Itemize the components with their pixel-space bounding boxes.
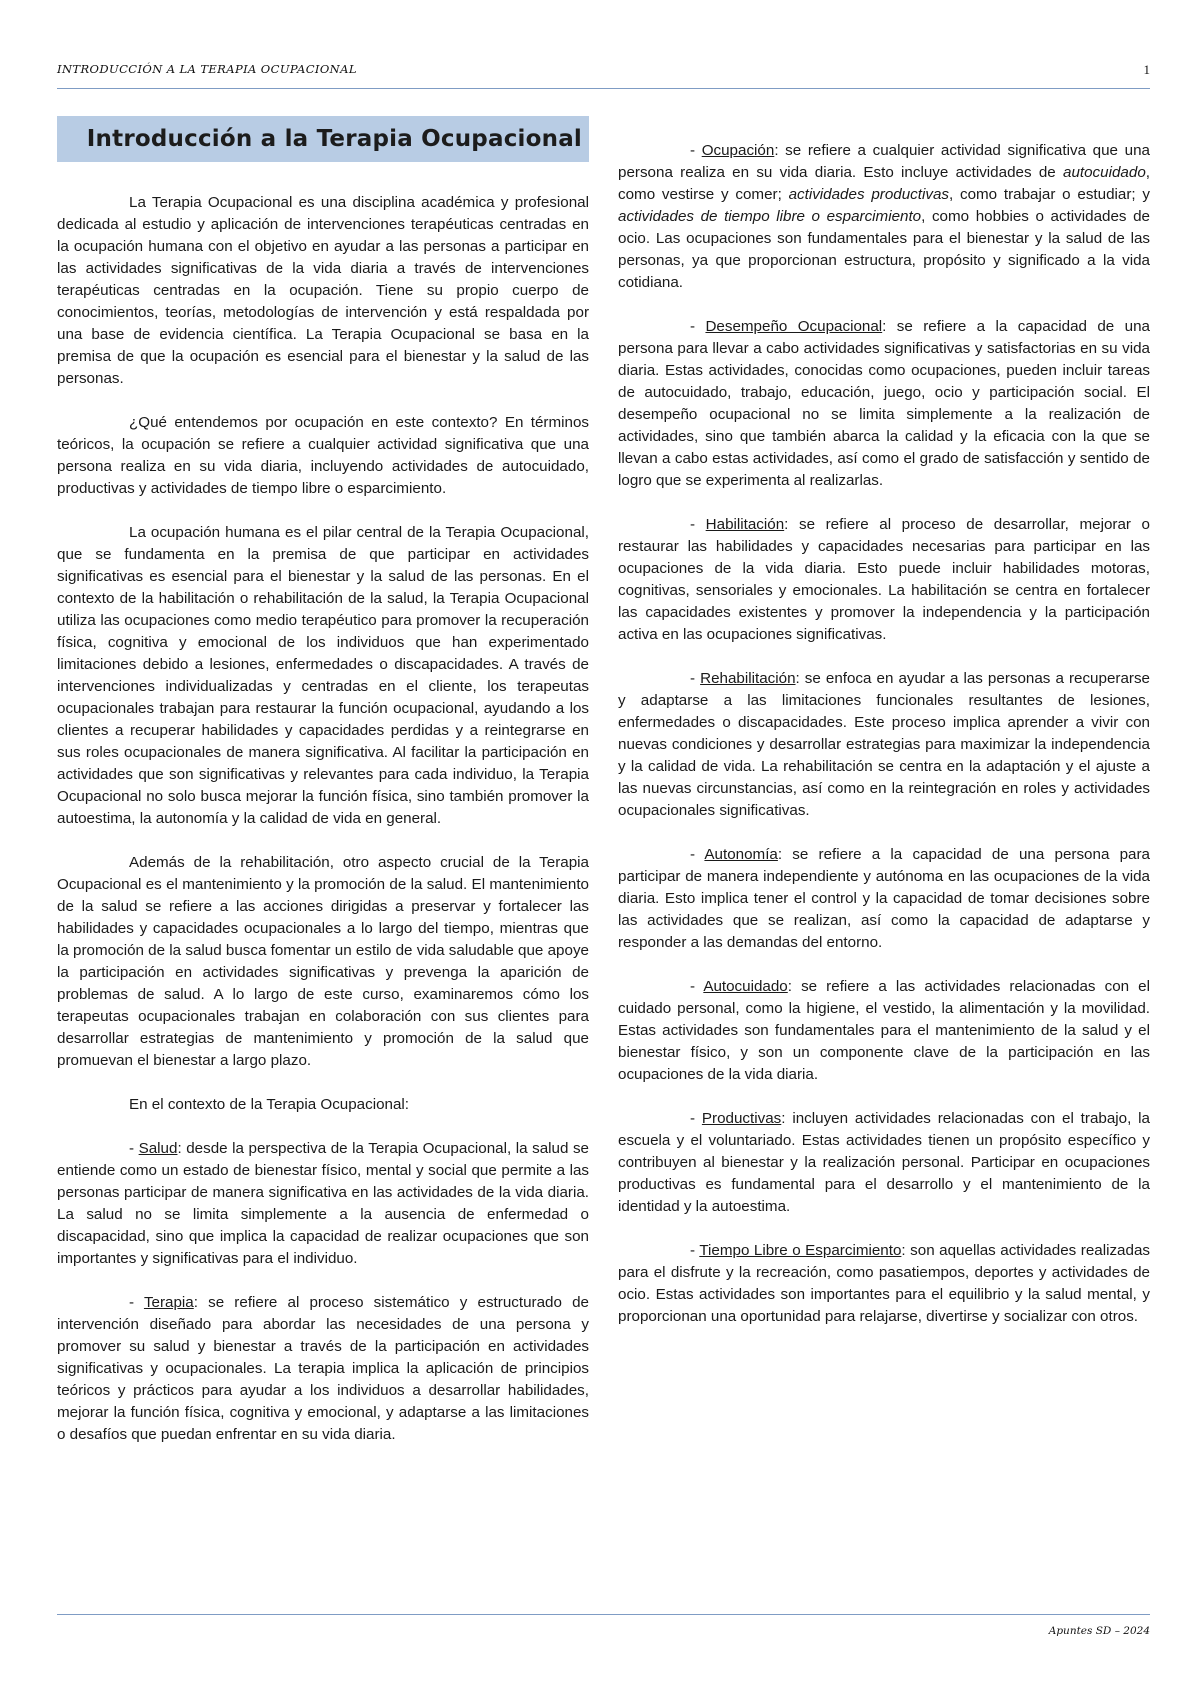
running-title: INTRODUCCIÓN A LA TERAPIA OCUPACIONAL [57,62,357,76]
definition-tiempo-libre: - Tiempo Libre o Esparcimiento: son aquellas actividades realizadas para el disfrute y la recreación, como pasatiempos, deportes y actividades de ocio. Estas actividades son importantes para el equilibrio y la salud mental, y proporcionan una oportunidad para relajarse, divertirse y socializar con otros. [618,1242,1150,1325]
definition-salud: - Salud: desde la perspectiva de la Terapia Ocupacional, la salud se entiende como un estado de bienestar físico, mental y social que permite a las personas participar de manera significativa en las actividades de la vida diaria. La salud no se limita simplemente a la ausencia de enfermedad o discapacidad, sino que implica la capacidad de realizar ocupaciones que son importantes y significativas para el individuo. [57,1140,589,1267]
left-column [57,116,589,1468]
term-label: Salud [138,1140,178,1157]
title-banner [57,116,589,162]
term-label: Productivas [701,1110,782,1127]
page-number: 1 [1143,62,1150,77]
definition-autonomia: - Autonomía: se refiere a la capacidad de una persona para participar de manera independiente y autónoma en las ocupaciones de la vida diaria. Esto implica tener el control y la capacidad de tomar decisiones sobre las actividades que se realizan, así como la capacidad de adaptarse y responder a las demandas del entorno. [618,846,1150,951]
term-label: Autonomía [704,846,778,863]
definition-rehabilitacion: - Rehabilitación: se enfoca en ayudar a las personas a recuperarse y adaptarse a las limitaciones funcionales resultantes de lesiones, enfermedades o discapacidades. Este proceso implica aprender a vivir con nuevas condiciones y desarrollar estrategias para maximizar la independencia y la calidad de vida. La rehabilitación se centra en la adaptación y el ajuste a las nuevas circunstancias, así como en la reintegración en roles y actividades ocupacionales significativas. [618,670,1150,819]
definition-habilitacion: - Habilitación: se refiere al proceso de desarrollar, mejorar o restaurar las habilidades y capacidades necesarias para participar en las ocupaciones de la vida diaria. Esto puede incluir habilidades motoras, cognitivas, sensoriales y emocionales. La habilitación se centra en fortalecer las capacidades existentes y promover la independencia y la participación activa en las ocupaciones significativas. [618,516,1150,643]
right-column [618,140,1150,1350]
page-title: Introducción a la Terapia Ocupacional [86,126,582,152]
paragraph: En el contexto de la Terapia Ocupacional: [129,1096,410,1113]
term-label: Tiempo Libre o Esparcimiento [699,1242,902,1259]
term-label: Desempeño Ocupacional [705,318,883,335]
term-label: Rehabilitación [700,670,796,687]
definition-ocupacion: - Ocupación: se refiere a cualquier actividad significativa que una persona realiza en su vida diaria. Esto incluye actividades de autocuidado, como vestirse y comer; actividades productivas, como trabajar o estudiar; y actividades de tiempo libre o esparcimiento, como hobbies o actividades de ocio. Las ocupaciones son fundamentales para el bienestar y la salud de las personas, ya que proporcionan estructura, propósito y significado a la vida cotidiana. [618,142,1151,291]
definition-desempeno: - Desempeño Ocupacional: se refiere a la capacidad de una persona para llevar a cabo actividades significativas y satisfactorias en su vida diaria. Estas actividades, conocidas como ocupaciones, pueden incluir tareas de autocuidado, trabajo, educación, juego, ocio y participación social. El desempeño ocupacional no se limita simplemente a la realización de actividades, sino que también abarca la calidad y la eficacia con la que se llevan a cabo estas actividades, así como el grado de satisfacción y sentido de logro que se experimenta al realizarlas. [618,318,1150,489]
page-header [57,58,1150,89]
page-footer [57,1614,1150,1637]
term-label: Autocuidado [703,978,788,995]
definition-terapia: - Terapia: se refiere al proceso sistemático y estructurado de intervención diseñado para abordar las necesidades de una persona y promover su salud y bienestar a través de la participación en actividades significativas y ocupacionales. La terapia implica la aplicación de principios teóricos y prácticos para ayudar a los individuos a desarrollar habilidades, mejorar la función física, cognitiva y emocional, y adaptarse a las limitaciones o desafíos que puedan enfrentar en su vida diaria. [57,1294,589,1443]
definition-productivas: - Productivas: incluyen actividades relacionadas con el trabajo, la escuela y el voluntariado. Estas actividades tienen un propósito específico y contribuyen al bienestar y la realización personal. Participar en ocupaciones productivas es fundamental para el desarrollo y el mantenimiento de la identidad y la autoestima. [618,1110,1150,1215]
definition-autocuidado: - Autocuidado: se refiere a las actividades relacionadas con el cuidado personal, como la higiene, el vestido, la alimentación y la movilidad. Estas actividades son fundamentales para el mantenimiento de la salud y el bienestar físico, y son un componente clave de la participación en las ocupaciones de la vida diaria. [618,978,1150,1083]
term-label: Habilitación [705,516,785,533]
paragraph: La ocupación humana es el pilar central de la Terapia Ocupacional, que se fundamenta en la premisa de que participar en actividades significativas es esencial para el bienestar y la salud de las personas. En el contexto de la habilitación o rehabilitación de la salud, la Terapia Ocupacional utiliza las ocupaciones como medio terapéutico para promover la recuperación física, cognitiva y emocional de los individuos que han experimentado limitaciones debido a lesiones, enfermedades o discapacidades. A través de intervenciones individualizadas y centradas en el cliente, los terapeutas ocupacionales trabajan para restaurar la función ocupacional, ayudando a los clientes a recuperar habilidades y capacidades perdidas y a reintegrarse en sus roles ocupacionales de manera significativa. Al facilitar la participación en actividades que son significativas y relevantes para cada individuo, la Terapia Ocupacional no solo busca mejorar la función física, sino también promover la autoestima, la autonomía y la calidad de vida en general. [57,524,589,827]
footer-text: Apuntes SD – 2024 [1048,1625,1150,1637]
term-label: Ocupación [701,142,775,159]
paragraph: Además de la rehabilitación, otro aspecto crucial de la Terapia Ocupacional es el mantenimiento y la promoción de la salud. El mantenimiento de la salud se refiere a las acciones dirigidas a preservar y fortalecer las habilidades y capacidades ocupacionales a lo largo del tiempo, mientras que la promoción de la salud busca fomentar un estilo de vida saludable que apoye la participación en actividades significativas y prevenga la aparición de problemas de salud. A lo largo de este curso, examinaremos cómo los terapeutas ocupacionales trabajan en colaboración con sus clientes para desarrollar estrategias de mantenimiento y promoción de la salud que promuevan el bienestar a largo plazo. [57,854,589,1069]
term-label: Terapia [143,1294,194,1311]
paragraph: ¿Qué entendemos por ocupación en este contexto? En términos teóricos, la ocupación se refiere a cualquier actividad significativa que una persona realiza en su vida diaria, incluyendo actividades de autocuidado, productivas y actividades de tiempo libre o esparcimiento. [57,414,589,497]
paragraph: La Terapia Ocupacional es una disciplina académica y profesional dedicada al estudio y aplicación de intervenciones terapéuticas centradas en la ocupación humana con el objetivo en ayudar a las personas a participar en las actividades significativas de la vida diaria a través de intervenciones terapéuticas centradas en la ocupación. Tiene su propio cuerpo de conocimientos, teorías, metodologías de intervención y está respaldada por una base de evidencia científica. La Terapia Ocupacional se basa en la premisa de que la ocupación es esencial para el bienestar y la salud de las personas. [57,194,589,387]
